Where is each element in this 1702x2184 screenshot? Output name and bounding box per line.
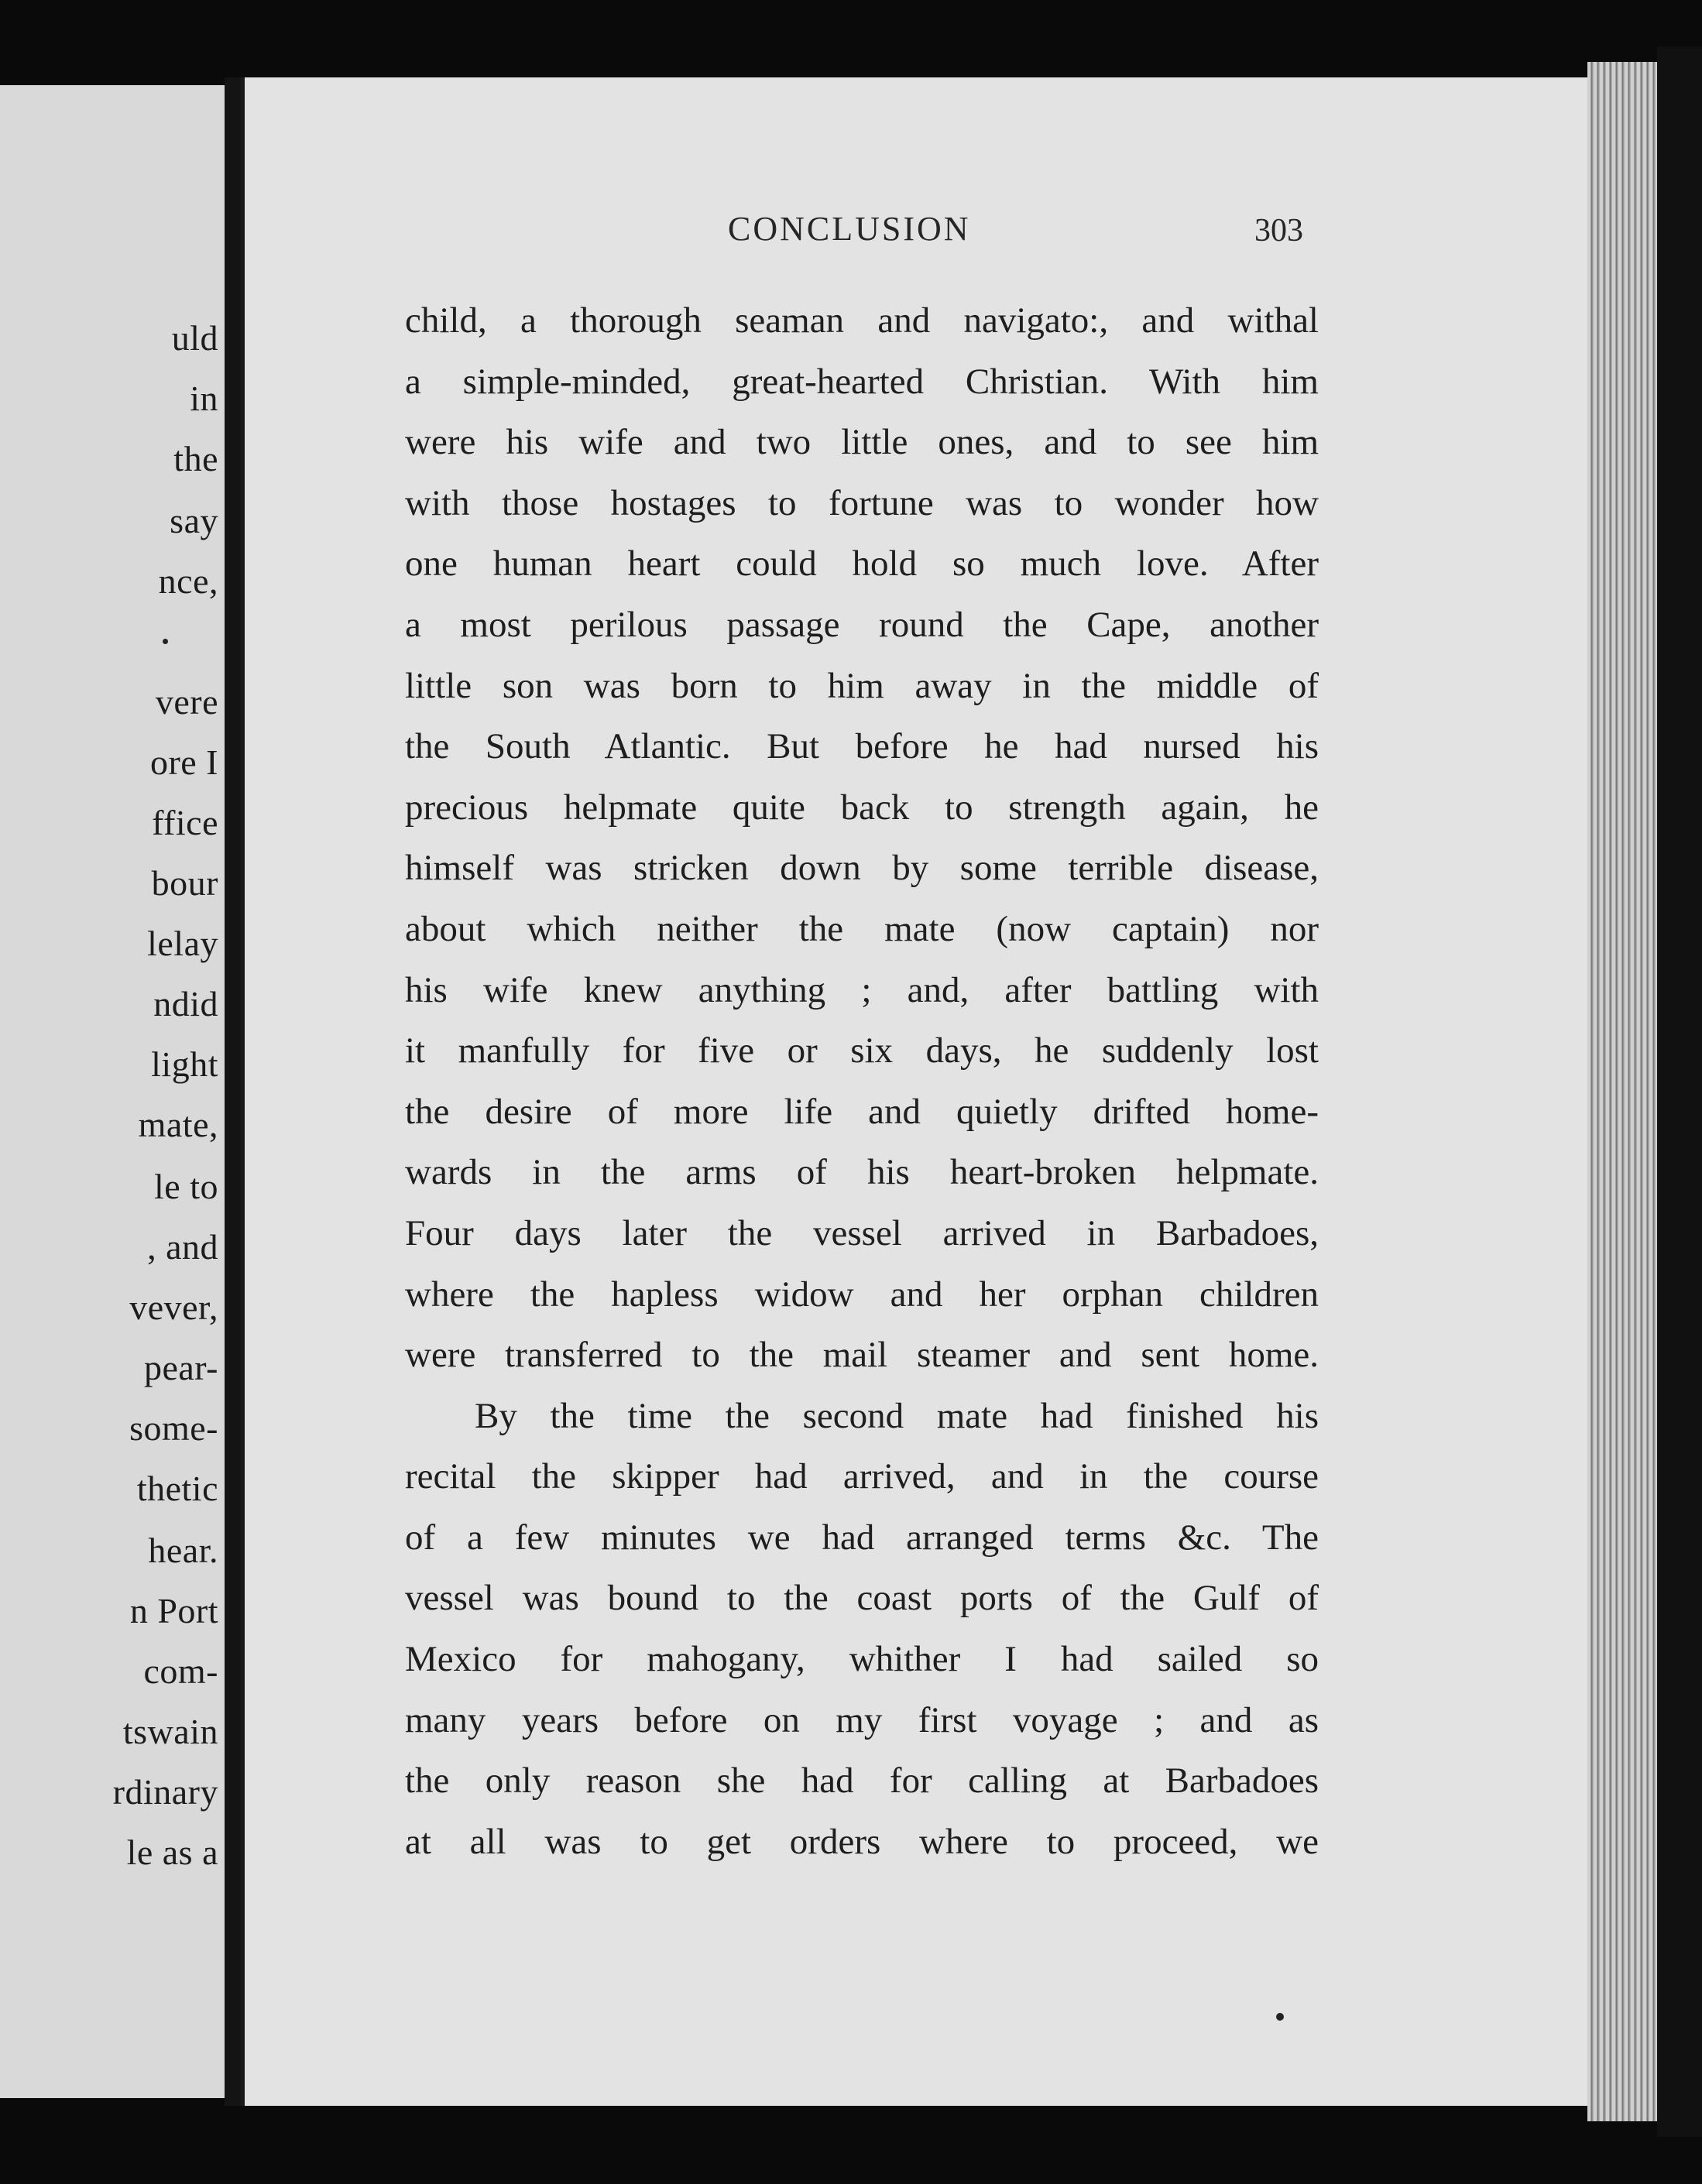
left-page-line: lelay: [147, 924, 218, 963]
text-line: vessel was bound to the coast ports of the Gulf of: [405, 1578, 1319, 1619]
left-page-line: hear.: [148, 1531, 218, 1570]
left-page-line: ndid: [153, 984, 218, 1023]
body-text: [405, 290, 1319, 1872]
text-line: recital the skipper had arrived, and in the course: [405, 1456, 1319, 1497]
text-line: child, a thorough seaman and navigato:, and withal: [405, 300, 1319, 341]
left-page-line: some-: [129, 1408, 218, 1448]
facing-page-left: [0, 85, 231, 2098]
left-page-line: le as a: [126, 1833, 218, 1872]
left-page-line: rdinary: [112, 1772, 218, 1812]
ink-speck: [1276, 2013, 1284, 2021]
text-line: the South Atlantic. But before he had nursed his: [405, 726, 1319, 767]
left-page-line: vever,: [129, 1287, 218, 1327]
text-line: of a few minutes we had arranged terms &c. The: [405, 1517, 1319, 1558]
text-line: the desire of more life and quietly drifted home-: [405, 1091, 1319, 1132]
left-page-line: ffice: [152, 803, 218, 842]
left-page-line: mate,: [138, 1105, 218, 1144]
text-line: one human heart could hold so much love. After: [405, 543, 1319, 585]
left-page-line: uld: [171, 318, 218, 358]
text-line: it manfully for five or six days, he suddenly lost: [405, 1030, 1319, 1071]
text-line: By the time the second mate had finished his: [475, 1395, 1319, 1436]
text-line: were his wife and two little ones, and to see him: [405, 422, 1319, 463]
text-line: wards in the arms of his heart-broken helpmate.: [405, 1152, 1319, 1193]
running-head: CONCLUSION: [728, 210, 971, 248]
left-page-line: vere: [155, 682, 218, 722]
text-line: Four days later the vessel arrived in Barbadoes,: [405, 1212, 1319, 1253]
left-page-line: say: [170, 501, 218, 540]
left-page-line: the: [173, 439, 218, 478]
text-line: were transferred to the mail steamer and sent home.: [405, 1335, 1319, 1376]
text-line: the only reason she had for calling at Barbadoes: [405, 1761, 1319, 1802]
text-line: precious helpmate quite back to strength again, he: [405, 787, 1319, 828]
text-line: at all was to get orders where to proceed, we: [405, 1821, 1319, 1862]
left-page-line: in: [190, 379, 218, 418]
left-page-line: light: [151, 1044, 218, 1084]
left-page-line: tswain: [122, 1712, 218, 1751]
left-page-line: , and: [147, 1227, 218, 1267]
text-line: little son was born to him away in the middle of: [405, 665, 1319, 706]
text-line: his wife knew anything ; and, after battling with: [405, 969, 1319, 1010]
scan-edge: [1657, 46, 1702, 2137]
text-line: many years before on my first voyage ; and as: [405, 1699, 1319, 1740]
left-page-line: pear-: [143, 1348, 218, 1387]
text-line: about which neither the mate (now captain) nor: [405, 908, 1319, 949]
left-page-line: thetic: [136, 1469, 218, 1508]
left-page-line: n Port: [129, 1591, 218, 1630]
text-line: himself was stricken down by some terrible disease,: [405, 848, 1319, 889]
text-line: Mexico for mahogany, whither I had sailed so: [405, 1639, 1319, 1680]
left-page-line: le to: [154, 1167, 218, 1206]
left-page-line: bour: [151, 863, 218, 903]
ink-speck: [163, 639, 168, 644]
left-page-line: ore I: [149, 742, 218, 782]
left-page-line: com-: [143, 1651, 218, 1691]
left-page-line: nce,: [158, 561, 218, 601]
text-line: with those hostages to fortune was to wonder how: [405, 482, 1319, 523]
text-line: a simple-minded, great-hearted Christian. With him: [405, 361, 1319, 402]
page-number: 303: [1254, 213, 1303, 249]
text-line: where the hapless widow and her orphan children: [405, 1274, 1319, 1315]
text-line: a most perilous passage round the Cape, another: [405, 604, 1319, 645]
page-edges: [1587, 62, 1657, 2121]
